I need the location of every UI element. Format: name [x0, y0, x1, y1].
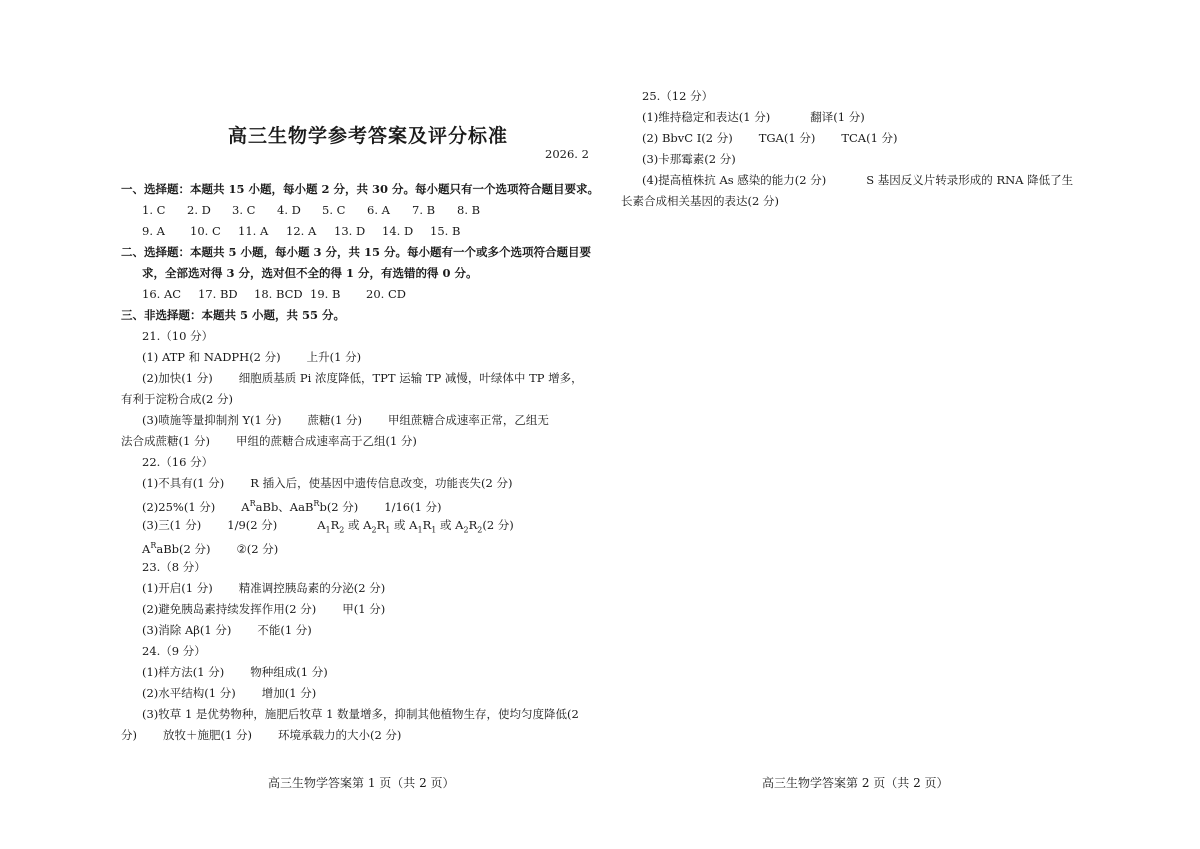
- q24-heading: 24.（9 分）: [142, 644, 206, 658]
- answer-text: 甲组的蔗糖合成速率高于乙组(1 分): [235, 434, 417, 448]
- q23-line-2: [142, 601, 385, 617]
- q24-line-3: (3)牧草 1 是优势物种，施肥后牧草 1 数量增多，抑制其他植物生存，使均匀度降低(2: [142, 707, 579, 721]
- q24-line-4: [121, 727, 401, 743]
- section-2-heading: 二、选择题：本题共 5 小题，每小题 3 分，共 15 分。每小题有一个或多个选项符合题目要: [121, 245, 592, 259]
- answer-item: 17. BD: [198, 287, 238, 301]
- date: 2026. 2: [545, 147, 589, 161]
- section-1-heading: 一、选择题：本题共 15 小题，每小题 2 分，共 30 分。每小题只有一个选项符合题目要求。: [121, 182, 600, 196]
- genotype-answer: $A^RaBb(2$ 分): [142, 541, 211, 556]
- answer-text: 甲组蔗糖合成速率正常，乙组无: [387, 413, 549, 427]
- answer-text: (3)消除 Aβ(1 分): [142, 623, 232, 637]
- q22-line-3: [142, 517, 514, 538]
- q24-line-2: [142, 685, 316, 701]
- answer-item: 20. CD: [366, 287, 406, 301]
- page-title: 高三生物学参考答案及评分标准: [228, 125, 509, 147]
- q22-line-2: [142, 496, 442, 515]
- q21-line-1: [142, 349, 361, 365]
- section-2-heading-cont: 求，全部选对得 3 分，选对但不全的得 1 分，有选错的得 0 分。: [142, 266, 478, 280]
- answer-page-2: [600, 0, 1200, 849]
- q23-line-1: [142, 580, 385, 596]
- answer-item: 7. B: [412, 203, 436, 217]
- answer-text: (2)避免胰岛素持续发挥作用(2 分): [142, 602, 317, 616]
- mc-answers-row-3: [142, 286, 422, 302]
- q23-line-3: [142, 622, 312, 638]
- answer-text: (2)水平结构(1 分): [142, 686, 236, 700]
- answer-text: (3)喷施等量抑制剂 Y(1 分): [142, 413, 282, 427]
- answer-text: 放牧＋施肥(1 分): [163, 728, 252, 742]
- answer-item: 16. AC: [142, 287, 182, 301]
- answer-text: 物种组成(1 分): [250, 665, 328, 679]
- answer-text: (1)样方法(1 分): [142, 665, 225, 679]
- answer-text: 分): [121, 728, 137, 742]
- answer-item: 14. D: [382, 224, 414, 238]
- answer-item: 9. A: [142, 224, 165, 238]
- answer-text: (1)维持稳定和表达(1 分): [642, 110, 771, 124]
- answer-text: (1)开启(1 分): [142, 581, 213, 595]
- answer-item: 10. C: [190, 224, 221, 238]
- answer-text: (2)加快(1 分): [142, 371, 213, 385]
- page-footer: 高三生物学答案第 2 页（共 2 页）: [762, 776, 949, 790]
- answer-text: 1/16(1 分): [384, 499, 442, 514]
- answer-text: 上升(1 分): [306, 350, 362, 364]
- answer-text: 翻译(1 分): [810, 110, 865, 124]
- answer-item: 18. BCD: [254, 287, 303, 301]
- answer-item: 19. B: [310, 287, 341, 301]
- page-footer: 高三生物学答案第 1 页（共 2 页）: [268, 776, 455, 790]
- q21-line-4: [142, 412, 549, 428]
- answer-text: TGA(1 分): [758, 131, 816, 145]
- q21-heading: 21.（10 分）: [142, 329, 214, 343]
- q22-line-4: [142, 538, 278, 557]
- q21-line-3: 有利于淀粉合成(2 分): [121, 392, 233, 406]
- answer-item: 5. C: [322, 203, 346, 217]
- q25-line-1: [642, 109, 865, 125]
- q22-line-1: [142, 475, 513, 491]
- answer-item: 13. D: [334, 224, 366, 238]
- mc-answers-row-1: [142, 202, 502, 218]
- q25-line-4: [642, 172, 1073, 188]
- answer-text: TCA(1 分): [841, 131, 898, 145]
- answer-item: 1. C: [142, 203, 166, 217]
- answer-item: 6. A: [367, 203, 390, 217]
- answer-text: (1)不具有(1 分): [142, 476, 225, 490]
- answer-text: (4)提高植株抗 As 感染的能力(2 分): [642, 173, 827, 187]
- mc-answers-row-2: [142, 223, 478, 239]
- answer-text: 甲(1 分): [342, 602, 386, 616]
- section-3-heading: 三、非选择题：本题共 5 小题，共 55 分。: [121, 308, 346, 322]
- q25-heading: 25.（12 分）: [642, 89, 714, 103]
- answer-text: 不能(1 分): [257, 623, 312, 637]
- answer-text: (2)25%(1 分): [142, 499, 216, 514]
- answer-text: (2) BbvC Ⅰ(2 分): [642, 131, 733, 145]
- q23-heading: 23.（8 分）: [142, 560, 206, 574]
- answer-text: S 基因反义片转录形成的 RNA 降低了生: [866, 173, 1074, 187]
- answer-text: 细胞质基质 Pi 浓度降低，TPT 运输 TP 减慢，叶绿体中 TP 增多，: [238, 371, 583, 385]
- genotype-answer: $A^RaBb$、AaB$^R$b(2 分): [241, 499, 359, 514]
- answer-text: 蔗糖(1 分): [307, 413, 362, 427]
- genotype-answer: $A_1R_2$ 或 $A_2R_1$ 或 $A_1R_1$ 或 $A_2R_2(2$ 分): [317, 518, 514, 535]
- answer-text: 环境承载力的大小(2 分): [277, 728, 402, 742]
- answer-item: 15. B: [430, 224, 461, 238]
- answer-text: R 插入后，使基因中遗传信息改变，功能丧失(2 分): [250, 476, 513, 490]
- q22-heading: 22.（16 分）: [142, 455, 214, 469]
- q21-line-2: [142, 370, 583, 386]
- answer-item: 3. C: [232, 203, 256, 217]
- answer-text: (1) ATP 和 NADPH(2 分): [142, 350, 281, 364]
- answer-text: (3)三(1 分): [142, 518, 202, 532]
- answer-item: 2. D: [187, 203, 211, 217]
- answer-item: 4. D: [277, 203, 301, 217]
- answer-text: ②(2 分): [236, 541, 279, 556]
- answer-text: 1/9(2 分): [227, 518, 278, 532]
- answer-text: 增加(1 分): [261, 686, 317, 700]
- q24-line-1: [142, 664, 328, 680]
- q25-line-5: 长素合成相关基因的表达(2 分): [621, 194, 779, 208]
- answer-item: 12. A: [286, 224, 317, 238]
- q25-line-2: [642, 130, 898, 146]
- answer-text: 法合成蔗糖(1 分): [121, 434, 210, 448]
- answer-item: 8. B: [457, 203, 481, 217]
- q25-line-3: (3)卡那霉素(2 分): [642, 152, 736, 166]
- answer-text: 精准调控胰岛素的分泌(2 分): [238, 581, 386, 595]
- q21-line-5: [121, 433, 417, 449]
- answer-item: 11. A: [238, 224, 269, 238]
